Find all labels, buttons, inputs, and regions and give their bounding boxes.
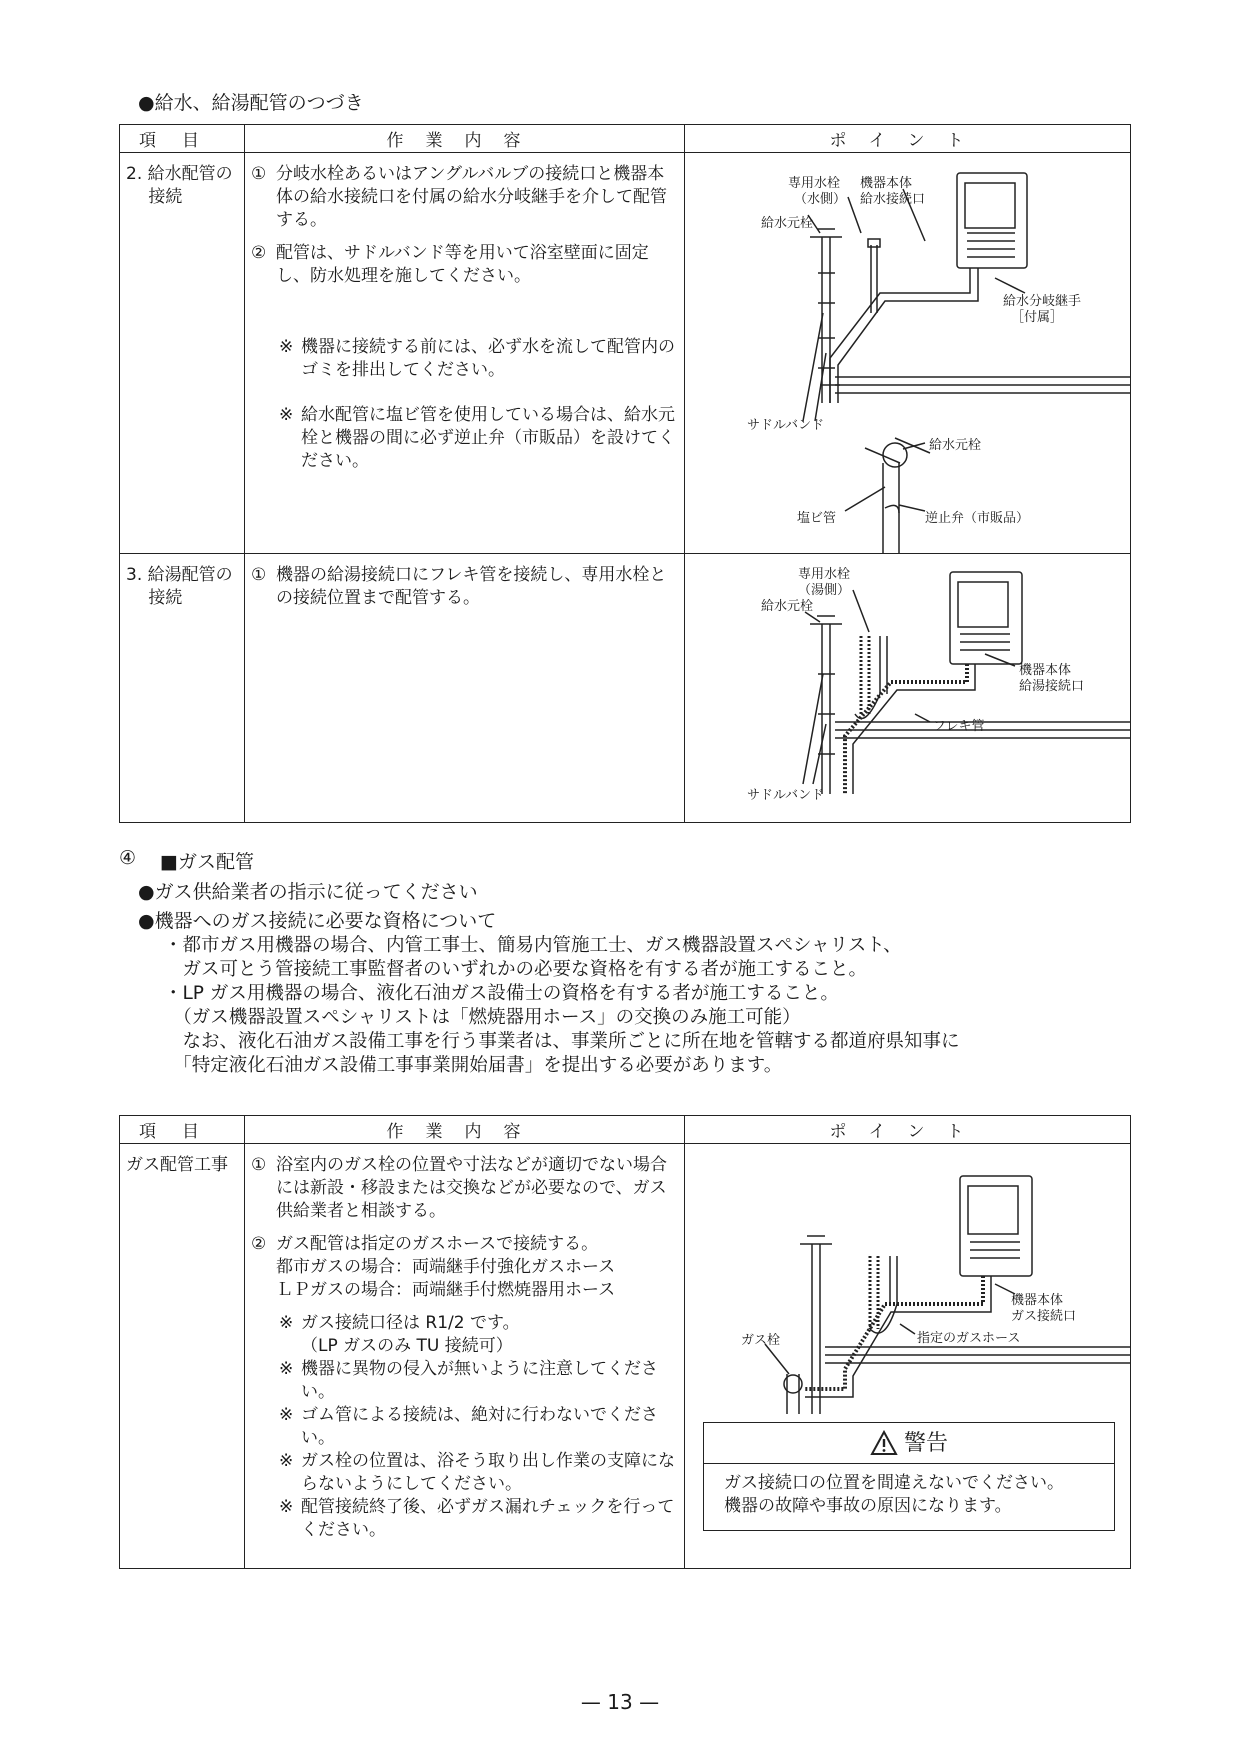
point-cell [685, 1144, 1131, 1569]
gas-piping-table [119, 1115, 1131, 1569]
warning-box [703, 1422, 1115, 1531]
content-cell [245, 554, 685, 823]
warning-text: ガス接続口の位置を間違えないでください。 機器の故障や事故の原因になります。 [724, 1473, 1064, 1516]
label-hot-side: （湯側） [798, 583, 851, 598]
city-gas-hose: 都市ガスの場合：両端継手付強化ガスホース [276, 1257, 616, 1277]
label-supply-valve-2: 給水元栓 [929, 438, 982, 453]
label-gas-hose: 指定のガスホース [917, 1331, 1021, 1346]
gas-line: 「特定液化石油ガス設備工事事業開始届書」を提出する必要があります。 [164, 1055, 783, 1076]
header-point: ポイント [685, 1116, 1131, 1144]
gas-line: ・LP ガス用機器の場合、液化石油ガス設備士の資格を有する者が施工すること。 [164, 983, 839, 1004]
gas-line: ・都市ガス用機器の場合、内管工事士、簡易内管施工士、ガス機器設置スペシャリスト、 [164, 935, 902, 956]
table-row [120, 153, 1131, 554]
gas-bullet: ●機器へのガス接続に必要な資格について [138, 910, 497, 932]
lp-gas-hose: ＬＰガスの場合：両端継手付燃焼器用ホース [276, 1280, 616, 1300]
label-water-inlet: 給水接続口 [860, 192, 926, 207]
label-dedicated-faucet: 専用水栓 [798, 567, 851, 582]
gas-piping-diagram [685, 1144, 1131, 1414]
label-unit-body: 機器本体 [1019, 663, 1072, 678]
note: ※ 配管接続終了後、必ずガス漏れチェックを行ってください。 [279, 1497, 675, 1540]
label-pvc-pipe: 塩ビ管 [797, 511, 837, 526]
step: ① 機器の給湯接続口にフレキ管を接続し、専用水栓との接続位置まで配管する。 [251, 565, 667, 608]
water-supply-diagram [685, 153, 1131, 553]
gas-line: なお、液化石油ガス設備工事を行う事業者は、事業所ごとに所在地を管轄する都道府県知事に [164, 1031, 960, 1052]
gas-line: （ガス機器設置スペシャリストは「燃焼器用ホース」の交換のみ施工可能） [164, 1007, 801, 1028]
label-dedicated-faucet: 専用水栓 [788, 176, 841, 191]
note: ※ 機器に異物の侵入が無いように注意してください。 [279, 1359, 658, 1402]
warning-title: 警告 [903, 1430, 948, 1456]
label-saddle-band: サドルバンド [747, 788, 825, 803]
label-branch-joint: 給水分岐継手 [1003, 294, 1082, 309]
item-hot-connection: 3. 給湯配管の 接続 [120, 554, 245, 823]
header-item: 項目 [120, 1116, 245, 1144]
note: ※ ゴム管による接続は、絶対に行わないでください。 [279, 1405, 658, 1448]
label-check-valve: 逆止弁（市販品） [925, 511, 1030, 526]
point-cell [685, 153, 1131, 554]
label-attached: ［付属］ [1011, 310, 1064, 325]
item-water-connection: 2. 給水配管の 接続 [120, 153, 245, 554]
step: ② 配管は、サドルバンド等を用いて浴室壁面に固定し、防水処理を施してください。 [251, 243, 649, 286]
gas-line: ガス可とう管接続工事監督者のいずれかの必要な資格を有する者が施工すること。 [164, 959, 868, 980]
note: ※ 給水配管に塩ビ管を使用している場合は、給水元栓と機器の間に必ず逆止弁（市販品）を設けてください。 [279, 405, 675, 471]
header-content: 作業内容 [245, 125, 685, 153]
warning-icon [870, 1430, 898, 1456]
label-unit-body: 機器本体 [1011, 1293, 1064, 1308]
label-gas-inlet: ガス接続口 [1011, 1309, 1077, 1324]
table-row [120, 1144, 1131, 1569]
label-water-side: （水側） [794, 192, 847, 207]
label-supply-valve: 給水元栓 [761, 216, 814, 231]
water-piping-table [119, 124, 1131, 823]
section4-number: ④ [119, 847, 137, 869]
table-header-row [120, 1116, 1131, 1144]
content-cell [245, 1144, 685, 1569]
label-gas-valve: ガス栓 [741, 1333, 781, 1348]
label-flex-pipe: フレキ管 [933, 719, 985, 734]
step: ① 分岐水栓あるいはアングルバルブの接続口と機器本体の給水接続口を付属の給水分岐継手を介して配管する。 [251, 164, 667, 230]
step: ② ガス配管は指定のガスホースで接続する。 [251, 1234, 599, 1254]
label-supply-valve: 給水元栓 [761, 599, 814, 614]
point-cell [685, 554, 1131, 823]
label-unit-body: 機器本体 [860, 176, 913, 191]
gas-requirements [138, 880, 960, 1078]
note: ※ 機器に接続する前には、必ず水を流して配管内のゴミを排出してください。 [279, 337, 675, 380]
table-header-row [120, 125, 1131, 153]
section-title: ●給水、給湯配管のつづき [138, 92, 364, 114]
content-cell [245, 153, 685, 554]
page-number: — 13 — [580, 1690, 660, 1714]
header-item: 項目 [120, 125, 245, 153]
note: ※ ガス接続口径は R1/2 です。 （LP ガスのみ TU 接続可） [279, 1313, 520, 1356]
hot-water-diagram [685, 554, 1131, 822]
item-gas-piping: ガス配管工事 [120, 1144, 245, 1569]
warning-header [704, 1423, 1114, 1464]
label-hot-outlet: 給湯接続口 [1019, 679, 1085, 694]
header-point: ポイント [685, 125, 1131, 153]
note: ※ ガス栓の位置は、浴そう取り出し作業の支障にならないようにしてください。 [279, 1451, 675, 1494]
header-content: 作業内容 [245, 1116, 685, 1144]
section4-title: ■ガス配管 [160, 851, 254, 873]
label-saddle-band: サドルバンド [747, 418, 825, 433]
gas-bullet: ●ガス供給業者の指示に従ってください [138, 881, 478, 903]
table-row [120, 554, 1131, 823]
step: ① 浴室内のガス栓の位置や寸法などが適切でない場合には新設・移設または交換などが必要なので、ガス供給業者と相談する。 [251, 1155, 667, 1221]
